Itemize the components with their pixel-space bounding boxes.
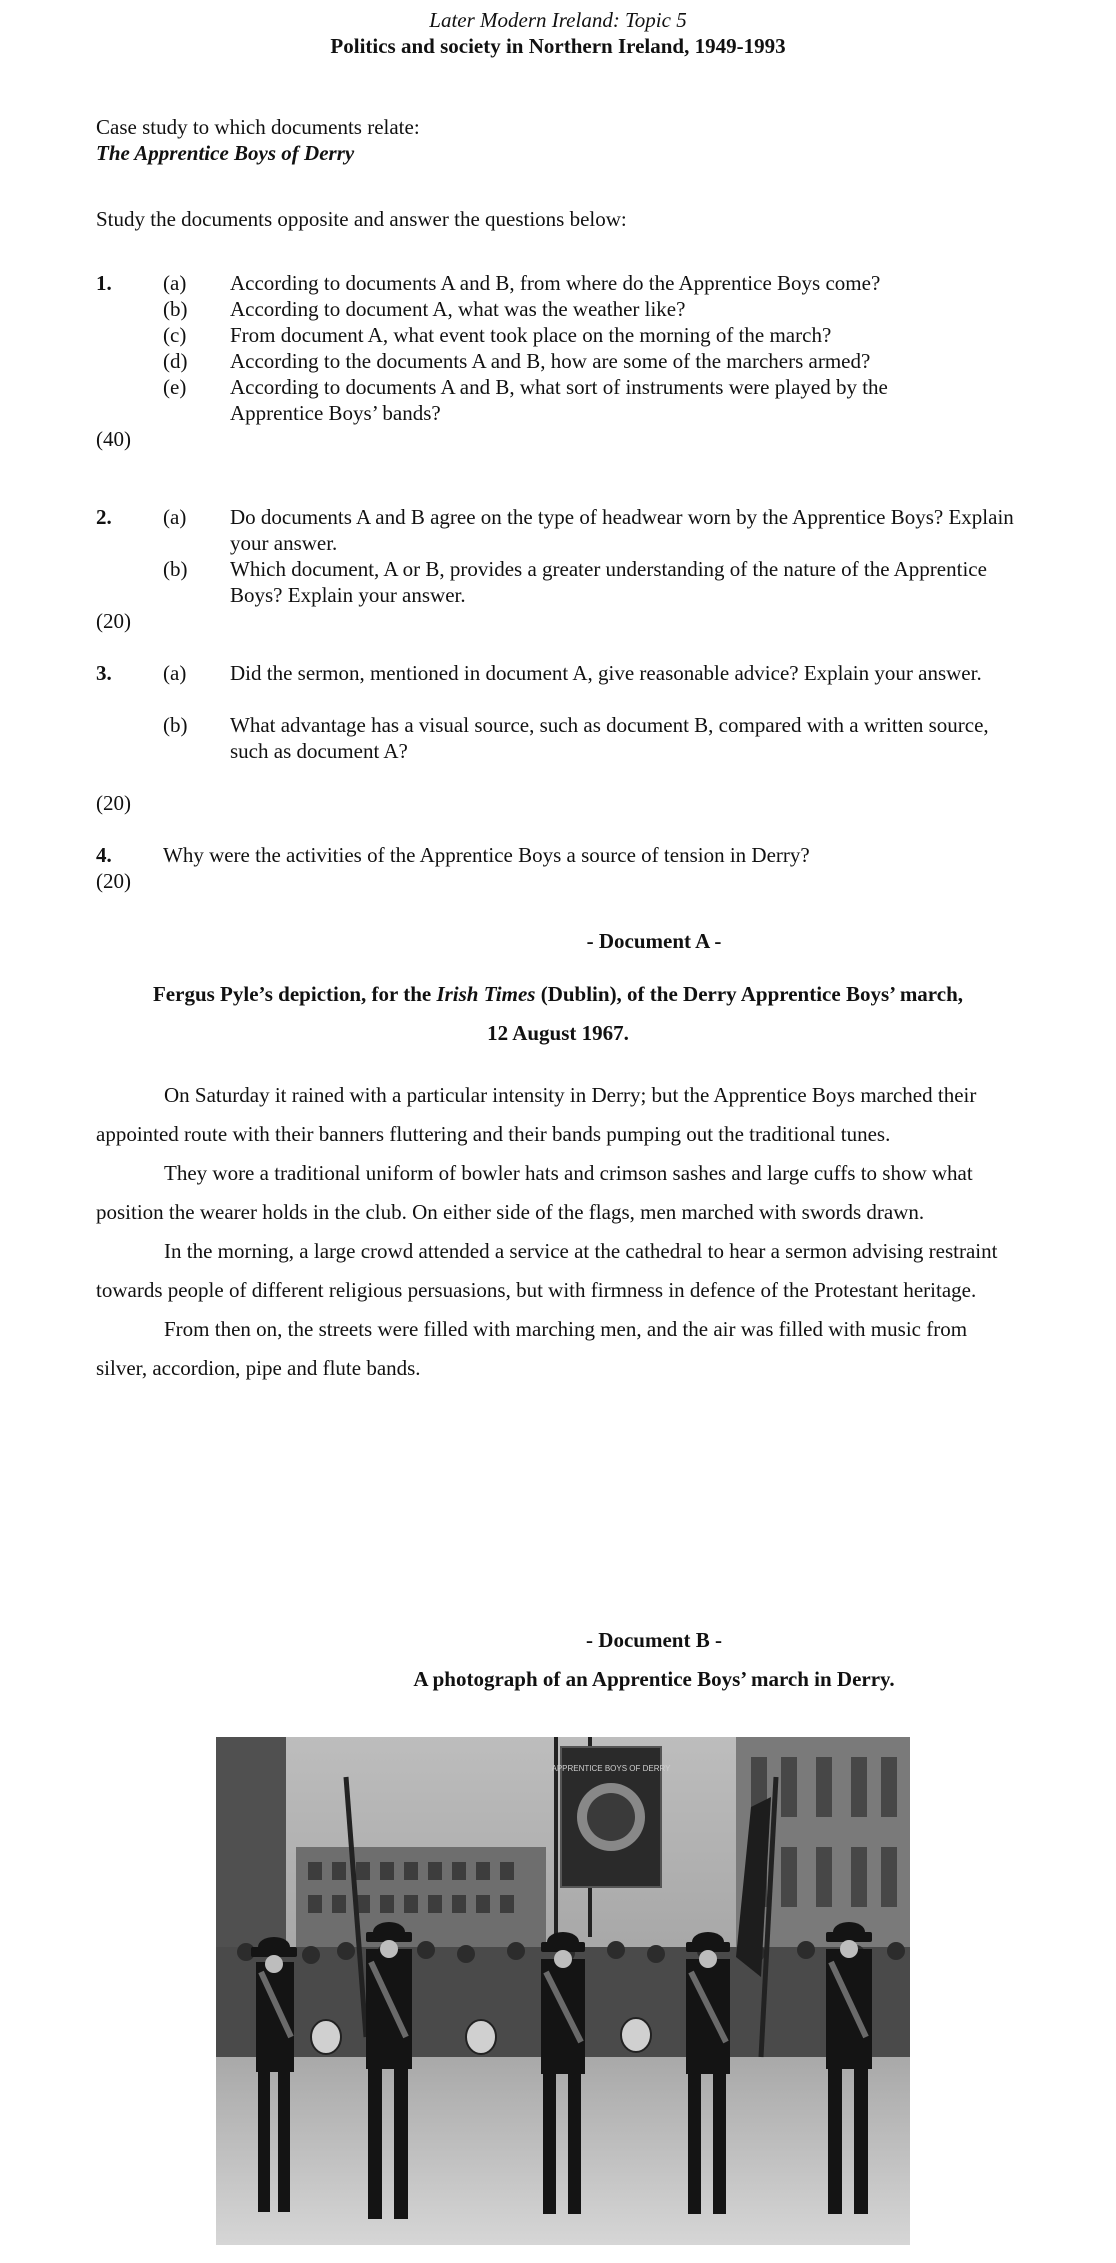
photo-drawing: [216, 1737, 910, 2245]
marks: (40): [96, 427, 131, 451]
question-number: 4.: [96, 843, 112, 867]
caption-text: Fergus Pyle’s depiction, for the: [152, 982, 432, 1006]
part-label: (a): [163, 661, 187, 685]
paragraph: On Saturday it rained with a particular intensity in Derry; but the Apprentice Boys marched their appointed route with their banners fluttering and their bands pumping out the traditional tunes.: [96, 1083, 977, 1146]
part-text: According to the documents A and B, how are some of the marchers armed?: [230, 349, 871, 373]
part-text: According to documents A and B, from where do the Apprentice Boys come?: [230, 271, 881, 295]
case-study-title: The Apprentice Boys of Derry: [96, 141, 355, 165]
part-label: (b): [163, 713, 188, 737]
topic-subtitle: Later Modern Ireland: Topic 5: [429, 8, 687, 32]
page-title: Politics and society in Northern Ireland, 1949-1993: [330, 34, 786, 58]
document-b-heading: - Document B -: [586, 1628, 722, 1652]
caption-date: 12 August 1967.: [487, 1021, 629, 1045]
part-label: (e): [163, 375, 187, 399]
part-text: According to documents A and B, what sort of instruments were played by the Apprentice Boys’ bands?: [230, 375, 888, 425]
part-text: Which document, A or B, provides a greater understanding of the nature of the Apprentice Boys? Explain your answer.: [230, 557, 987, 607]
document-a-heading: - Document A -: [586, 929, 722, 953]
marks: (20): [96, 869, 131, 893]
question-number: 1.: [96, 271, 112, 295]
marks: (20): [96, 609, 131, 633]
march-photograph: [216, 1737, 910, 2245]
part-label: (a): [163, 505, 187, 529]
part-label: (b): [163, 297, 188, 321]
banner-text: APPRENTICE BOYS OF DERRY: [551, 1764, 671, 1773]
paragraph: From then on, the streets were filled with marching men, and the air was filled with music from silver, accordion, pipe and flute bands.: [96, 1317, 968, 1380]
part-label: (d): [163, 349, 188, 373]
case-study-label: Case study to which documents relate:: [96, 115, 420, 139]
instruction-text: Study the documents opposite and answer the questions below:: [96, 207, 627, 231]
question-text: Why were the activities of the Apprentice Boys a source of tension in Derry?: [163, 843, 810, 867]
question-number: 2.: [96, 505, 112, 529]
part-label: (b): [163, 557, 188, 581]
document-a-body: [96, 1076, 1021, 1388]
part-label: (c): [163, 323, 187, 347]
marks: (20): [96, 791, 131, 815]
part-text: Do documents A and B agree on the type of headwear worn by the Apprentice Boys? Explain your answer.: [230, 505, 1014, 555]
paragraph: They wore a traditional uniform of bowler hats and crimson sashes and large cuffs to show what position the wearer holds in the club. On either side of the flags, men marched with swords drawn.: [96, 1161, 973, 1224]
document-b-caption: A photograph of an Apprentice Boys’ march in Derry.: [413, 1667, 895, 1691]
newspaper-name: Irish Times: [436, 982, 536, 1006]
caption-text: (Dublin), of the Derry Apprentice Boys’ march,: [540, 982, 963, 1006]
part-text: From document A, what event took place on the morning of the march?: [230, 323, 832, 347]
part-text: According to document A, what was the weather like?: [230, 297, 686, 321]
part-text: What advantage has a visual source, such as document B, compared with a written source, such as document A?: [230, 713, 989, 763]
question-number: 3.: [96, 661, 112, 685]
document-a-caption: [0, 975, 1116, 1053]
part-text: Did the sermon, mentioned in document A, give reasonable advice? Explain your answer.: [230, 661, 982, 685]
part-label: (a): [163, 271, 187, 295]
paragraph: In the morning, a large crowd attended a service at the cathedral to hear a sermon advising restraint towards people of different religious persuasions, but with firmness in defence of the Protestant heritage.: [96, 1239, 998, 1302]
